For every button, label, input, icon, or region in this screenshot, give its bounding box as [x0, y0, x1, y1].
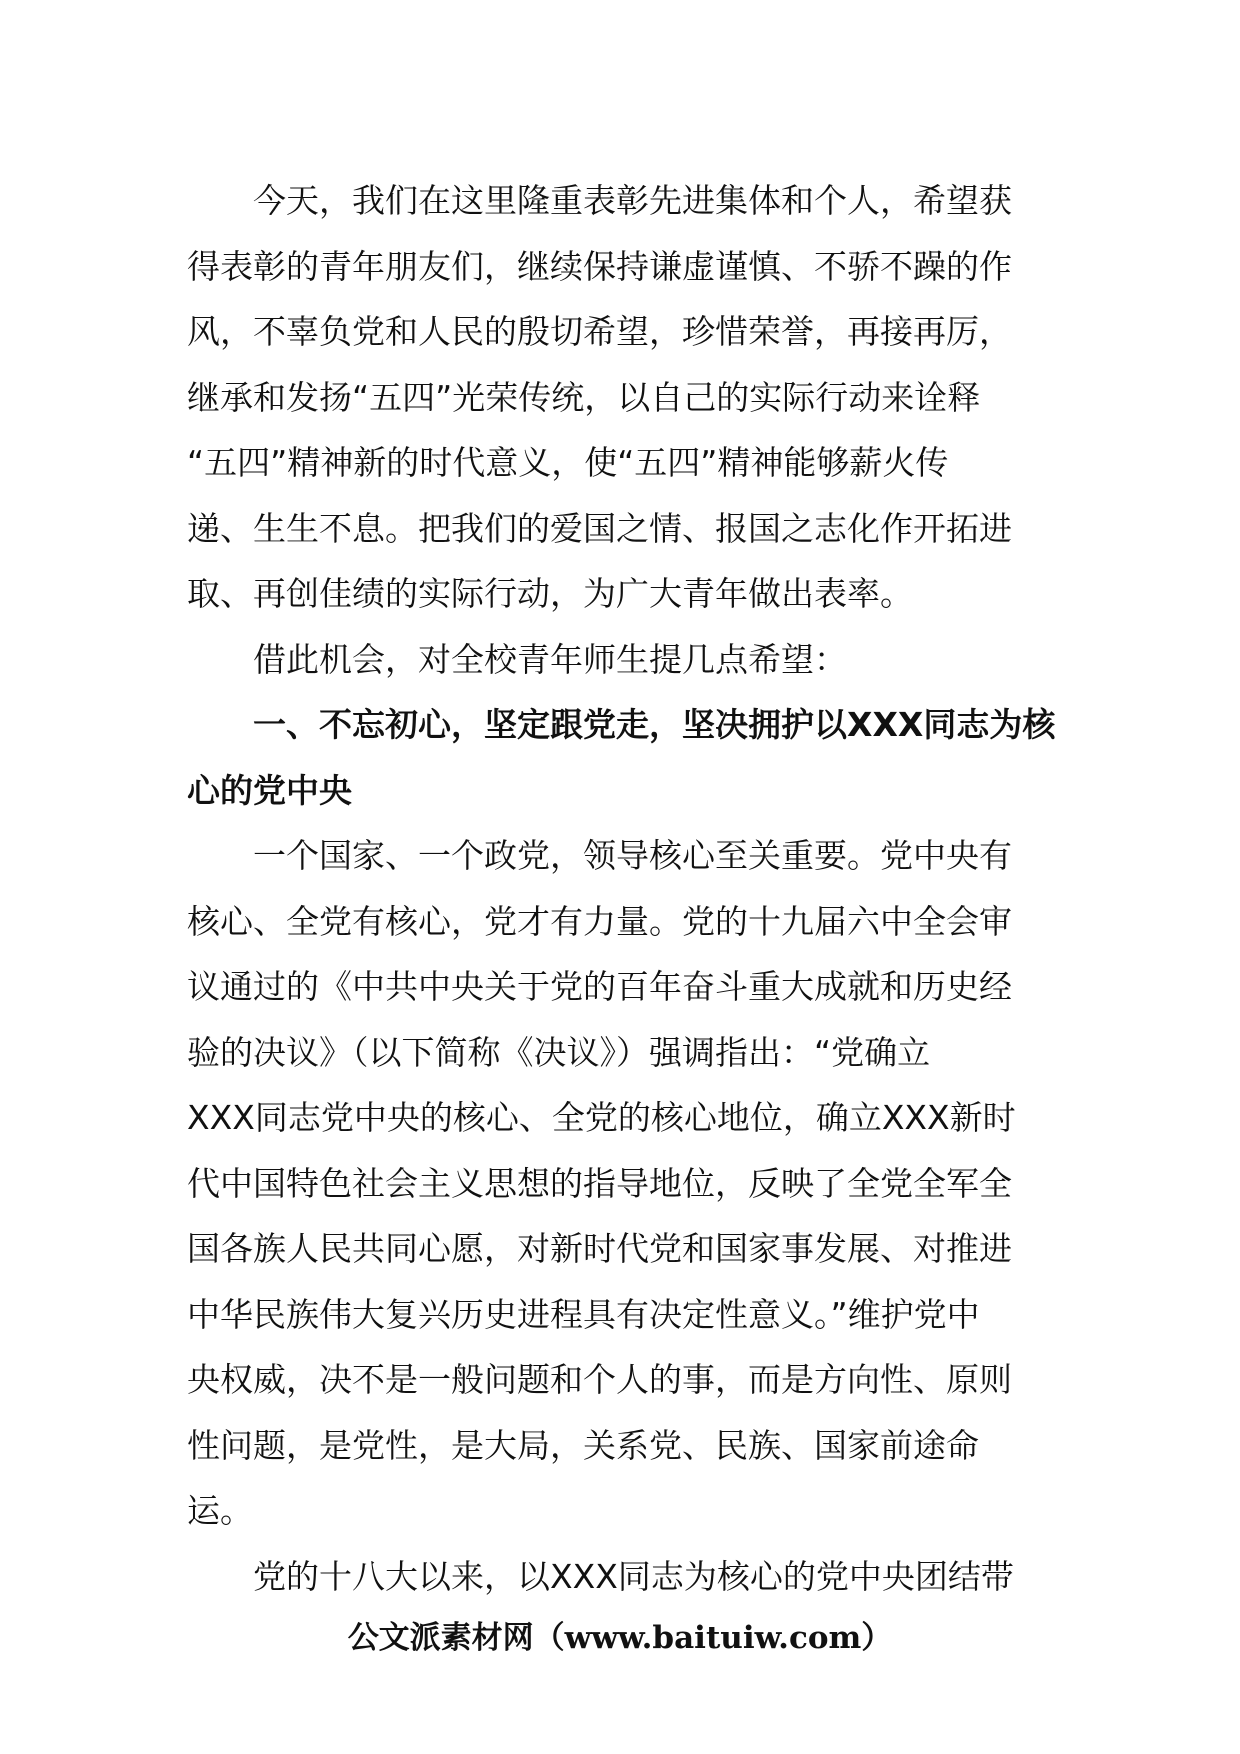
paragraph-line: 核心、全党有核心，党才有力量。党的十九届六中全会审: [187, 901, 1012, 941]
paragraph-line: 风，不辜负党和人民的殷切希望，珍惜荣誉，再接再厉，: [187, 312, 1012, 351]
paragraph-line: 验的决议》（以下简称《决议》）强调指出：“党确立: [187, 1032, 931, 1072]
section-heading-line: 一、不忘初心，坚定跟党走，坚决拥护以XXX同志为核: [253, 705, 1056, 744]
paragraph-line: 一个国家、一个政党，领导核心至关重要。党中央有: [253, 836, 1012, 875]
paragraph-line: “五四”精神新的时代意义，使“五四”精神能够薪火传: [187, 443, 949, 482]
paragraph-line: 运。: [187, 1491, 253, 1530]
paragraph-line: 国各族人民共同心愿，对新时代党和国家事发展、对推进: [187, 1229, 1012, 1268]
paragraph-line: 代中国特色社会主义思想的指导地位，反映了全党全军全: [187, 1163, 1012, 1203]
section-heading-line: 心的党中央: [187, 770, 352, 810]
paragraph-line: 借此机会，对全校青年师生提几点希望：: [253, 639, 847, 679]
paragraph-line: 递、生生不息。把我们的爱国之情、报国之志化作开拓进: [187, 508, 1012, 548]
paragraph-line: 性问题，是党性，是大局，关系党、民族、国家前途命: [187, 1425, 979, 1465]
paragraph-line: XXX同志党中央的核心、全党的核心地位，确立XXX新时: [187, 1098, 1016, 1137]
body-text: [187, 168, 1057, 1609]
footer-watermark: 公文派素材网（www.baituiw.com）: [347, 1620, 893, 1656]
paragraph-line: 继承和发扬“五四”光荣传统，以自己的实际行动来诠释: [187, 377, 981, 417]
paragraph-line: 得表彰的青年朋友们，继续保持谦虚谨慎、不骄不躁的作: [187, 246, 1012, 286]
paragraph-line: 取、再创佳绩的实际行动，为广大青年做出表率。: [187, 574, 913, 613]
paragraph-line: 中华民族伟大复兴历史进程具有决定性意义。”维护党中: [187, 1294, 980, 1334]
paragraph-line: 今天，我们在这里隆重表彰先进集体和个人，希望获: [253, 181, 1012, 220]
paragraph-line: 议通过的《中共中央关于党的百年奋斗重大成就和历史经: [187, 967, 1012, 1006]
paragraph-line: 央权威，决不是一般问题和个人的事，而是方向性、原则: [187, 1360, 1012, 1399]
paragraph-line: 党的十八大以来，以XXX同志为核心的党中央团结带: [253, 1556, 1014, 1596]
